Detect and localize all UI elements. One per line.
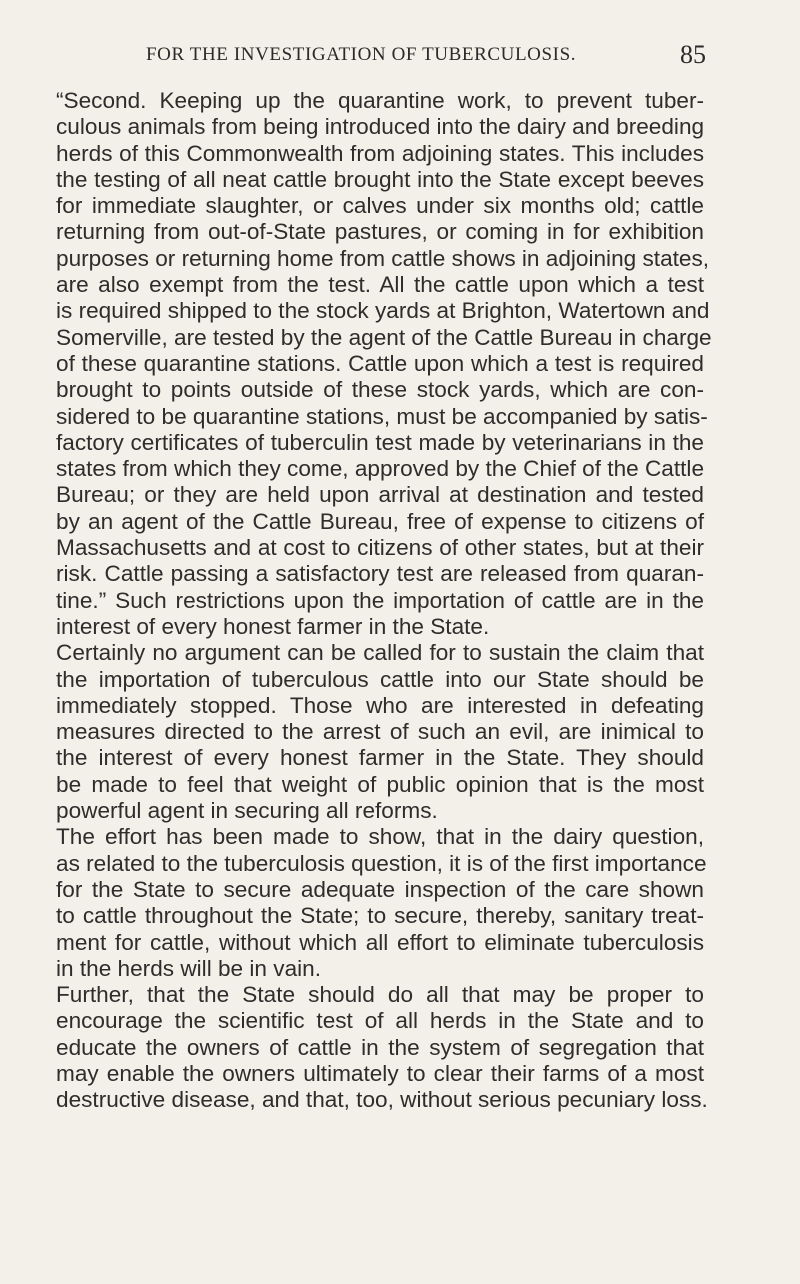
text-line: for the State to secure adequate inspection of the care shown (56, 876, 704, 902)
text-line: immediately stopped. Those who are interested in defeating (56, 692, 704, 718)
paragraph-quarantine-quote (56, 88, 712, 640)
text-line: The effort has been made to show, that in the dairy question, (56, 824, 704, 850)
page-number: 85 (680, 40, 706, 69)
text-line: herds of this Commonwealth from adjoining states. This includes (56, 140, 704, 166)
text-line: Certainly no argument can be called for to sustain the claim that (56, 640, 704, 666)
paragraph-dairy-inspection (56, 824, 707, 982)
text-line: encourage the scientific test of all herds in the State and to (56, 1008, 704, 1034)
running-head (146, 40, 706, 70)
text-line: may enable the owners ultimately to clear their farms of a most (56, 1060, 704, 1086)
text-line: powerful agent in securing all reforms. (56, 798, 438, 824)
text-line: the testing of all neat cattle brought into the State except beeves (56, 166, 704, 192)
text-line: the interest of every honest farmer in the State. They should (56, 745, 704, 771)
text-line: tine.” Such restrictions upon the importation of cattle are in the (56, 587, 704, 613)
text-line: for immediate slaughter, or calves under six months old; cattle (56, 193, 704, 219)
text-line: educate the owners of cattle in the system of segregation that (56, 1034, 704, 1060)
text-line: factory certificates of tuberculin test made by veterinarians in the (56, 429, 704, 455)
text-line: be made to feel that weight of public opinion that is the most (56, 771, 704, 797)
text-line: interest of every honest farmer in the State. (56, 613, 490, 639)
paragraph-importation-argument (56, 640, 704, 824)
running-title: FOR THE INVESTIGATION OF TUBERCULOSIS. (146, 44, 577, 65)
text-line: brought to points outside of these stock yards, which are con- (56, 377, 704, 403)
text-line: culous animals from being introduced into the dairy and breeding (56, 114, 705, 140)
body-text (56, 88, 712, 1114)
text-line: sidered to be quarantine stations, must be accompanied by satis- (56, 403, 708, 429)
text-line: is required shipped to the stock yards at Brighton, Watertown and (56, 298, 710, 324)
text-line: measures directed to the arrest of such an evil, are inimical to (56, 719, 704, 745)
text-line: Further, that the State should do all that may be proper to (56, 982, 704, 1008)
text-line: ment for cattle, without which all effort to eliminate tuberculosis (56, 929, 704, 955)
text-line: “Second. Keeping up the quarantine work, to prevent tuber- (56, 88, 704, 113)
paragraph-scientific-test (56, 982, 708, 1113)
text-line: in the herds will be in vain. (56, 955, 321, 981)
text-line: to cattle throughout the State; to secure, thereby, sanitary treat- (56, 903, 704, 929)
text-line: the importation of tuberculous cattle into our State should be (56, 666, 704, 692)
text-line: states from which they come, approved by the Chief of the Cattle (56, 456, 705, 482)
text-line: risk. Cattle passing a satisfactory test are released from quaran- (56, 561, 704, 587)
text-line: of these quarantine stations. Cattle upon which a test is required (56, 350, 704, 376)
text-line: purposes or returning home from cattle shows in adjoining states, (56, 245, 710, 271)
text-line: Massachusetts and at cost to citizens of other states, but at their (56, 535, 704, 561)
text-line: returning from out-of-State pastures, or coming in for exhibition (56, 219, 704, 245)
text-line: are also exempt from the test. All the cattle upon which a test (56, 272, 704, 298)
text-line: Somerville, are tested by the agent of the Cattle Bureau in charge (56, 324, 712, 350)
text-line: by an agent of the Cattle Bureau, free of expense to citizens of (56, 508, 704, 534)
text-line: destructive disease, and that, too, without serious pecuniary loss. (56, 1087, 708, 1113)
text-line: Bureau; or they are held upon arrival at destination and tested (56, 482, 704, 508)
text-line: as related to the tuberculosis question, it is of the first importance (56, 850, 707, 876)
